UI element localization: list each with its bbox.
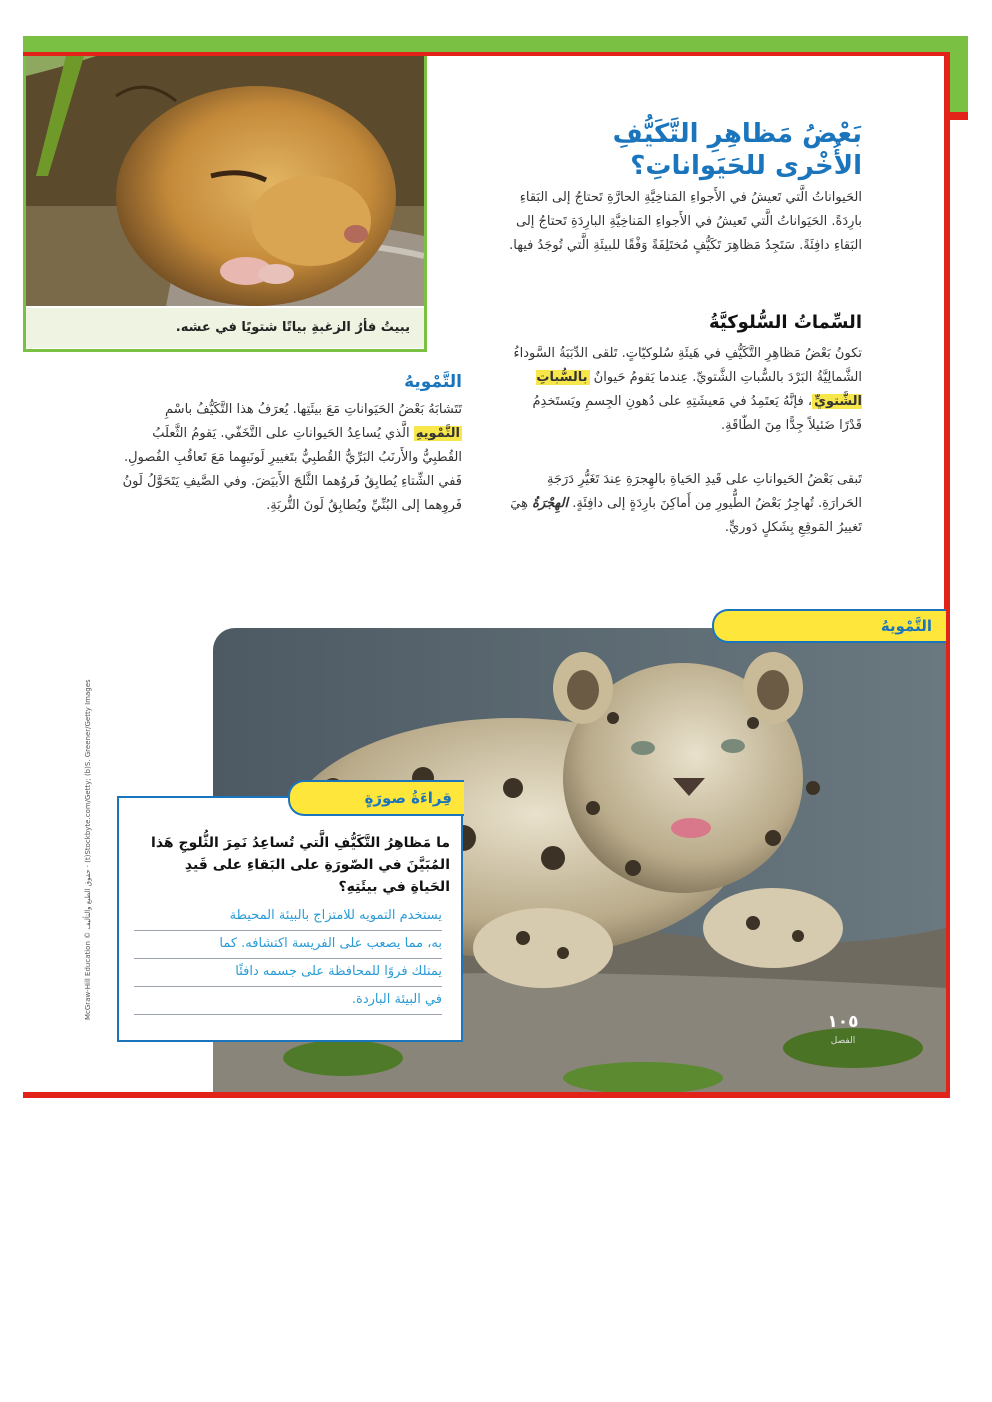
behavioral-paragraph-2 <box>508 468 862 540</box>
photo-credit-text: McGraw-Hill Education © حقوق الطبع والتأليف · (t)Stockbyte.com/Getty; (b)S. Greener/Getty Images <box>84 679 92 1020</box>
dormouse-caption: يبيتُ فأرُ الزغبةِ بياتًا شتويًا في عشه. <box>26 308 424 348</box>
answer-line[interactable]: يمتلك فروًا للمحافظة على جسمه دافئًا <box>134 958 442 987</box>
leopard-label-tab: التَّمْويهُ <box>712 609 946 643</box>
migration-term: الهِجْرَةُ <box>532 496 569 511</box>
answer-line[interactable]: في البيئة الباردة. <box>134 986 442 1015</box>
camouflage-term: التَّمْويهِ <box>415 426 460 441</box>
migration-text-a: تَبقى بَعْضُ الحَيواناتِ على قَيدِ الحَياةِ بالهِجرَةِ عِندَ تَغَيُّرِ دَرَجَةِ الحَرارَةِ. تُهاجِرُ بَعْضُ الطُّيورِ مِن أَماكِنَ بارِدَةٍ إلى دافِئَةٍ. <box>547 472 862 511</box>
camouflage-paragraph <box>120 398 462 518</box>
page-number-label: الفصل <box>830 1036 856 1046</box>
dormouse-photo <box>26 56 424 306</box>
migration-text-b: هِيَ تَغييرُ المَوقِعِ بِشَكلٍ دَوريٍّ. <box>510 496 862 535</box>
behavioral-text-a: تكونُ بَعْضُ مَظاهِرِ التَّكَيُّفِ في هَيئَةِ سُلوكيّاتٍ. تَلقى الدِّبَبَةُ السَّوداءُ الشَّمالِيَّةُ البَرْدَ بالسُّباتِ الشَّتويِّ. عِندما يَقومُ حَيوانٌ <box>513 346 862 385</box>
dormouse-figure <box>23 56 427 352</box>
page-title <box>540 118 862 182</box>
dormouse-image <box>26 56 424 306</box>
page-number: ١٠٥ <box>827 1012 859 1032</box>
side-red-tick <box>950 112 968 120</box>
side-green-tab <box>950 50 968 112</box>
page-title-line2: الأُخْرى للحَيَواناتِ؟ <box>630 151 862 181</box>
answer-line[interactable]: يستخدم التمويه للامتزاج بالبيئة المحيطة <box>134 902 442 931</box>
behavioral-text-b: ، فإنَّهُ يَعتَمِدُ في مَعيشَتِهِ على دُهونِ الجِسمِ ويَستَخدِمُ قَدْرًا ضَئيلاً جِدًّا مِنَ الطّاقَةِ. <box>532 394 862 433</box>
page-title-line1: بَعْضُ مَظاهِرِ التَّكَيُّفِ <box>612 119 862 149</box>
camouflage-text-b: الَّذي يُساعِدُ الحَيواناتِ على التَّخَفّي. يَقومُ الثَّعلَبُ القُطبِيُّ والأَرنَبُ البَرِّيُّ القُطبِيُّ بتَغييرِ لَونَيهِما مَعَ تَعاقُبِ الفُصولِ. فَفي الشِّتاءِ يُطابِقُ فَروُهما الثَّلجَ الأَبيَضَ. وفي الصَّيفِ يَتَحَوَّلُ لَونُ فَروِهما إلى البُنِّيِّ ويُطابِقُ لَونَ التُّربَةِ. <box>122 426 462 513</box>
camouflage-text-a: تَتَشابَهُ بَعْضُ الحَيَواناتِ مَعَ بيئَتِها. يُعرَفُ هذا التَّكَيُّفُ باسْمِ <box>165 402 462 417</box>
top-green-bar <box>23 36 968 52</box>
hibernation-term: بالسُّباتِ الشَّتويِّ <box>536 370 862 409</box>
intro-paragraph: الحَيواناتُ الَّتي تَعيشُ في الأَجواءِ المَناخِيَّةِ الحارَّةِ تَحتاجُ إلى البَقاءِ بارِدَةً. الحَيَواناتُ الَّتي تَعيشُ في الأَجواءِ المَناخِيَّةِ البارِدَةِ تَحتاجُ إلى البَقاءِ دافِئَةً. سَتَجِدُ مَظاهِرَ تَكَيُّفٍ مُختَلِفَةً وَفْقًا للبيئَةِ الَّتي تُوجَدُ فيها. <box>509 190 862 253</box>
reading-picture-tab: قِراءَةُ صورَةٍ <box>288 780 464 816</box>
camouflage-heading: التَّمْويهُ <box>404 372 462 392</box>
answer-line[interactable]: به، مما يصعب على الفريسة اكتشافه. كما <box>134 930 442 959</box>
behavioral-heading: السِّماتُ السُّلوكيَّةُ <box>708 312 862 333</box>
behavioral-paragraph-1 <box>508 342 862 438</box>
photo-credit <box>84 679 124 1020</box>
reading-question: ما مَظاهِرُ التَّكَيُّفِ الَّتي تُساعِدُ نَمِرَ الثُّلوجِ هَذا المُبَيَّنَ في الصّورَةِ على البَقاءِ على قَيدِ الحَياةِ في بيئَتِهِ؟ <box>151 835 450 895</box>
